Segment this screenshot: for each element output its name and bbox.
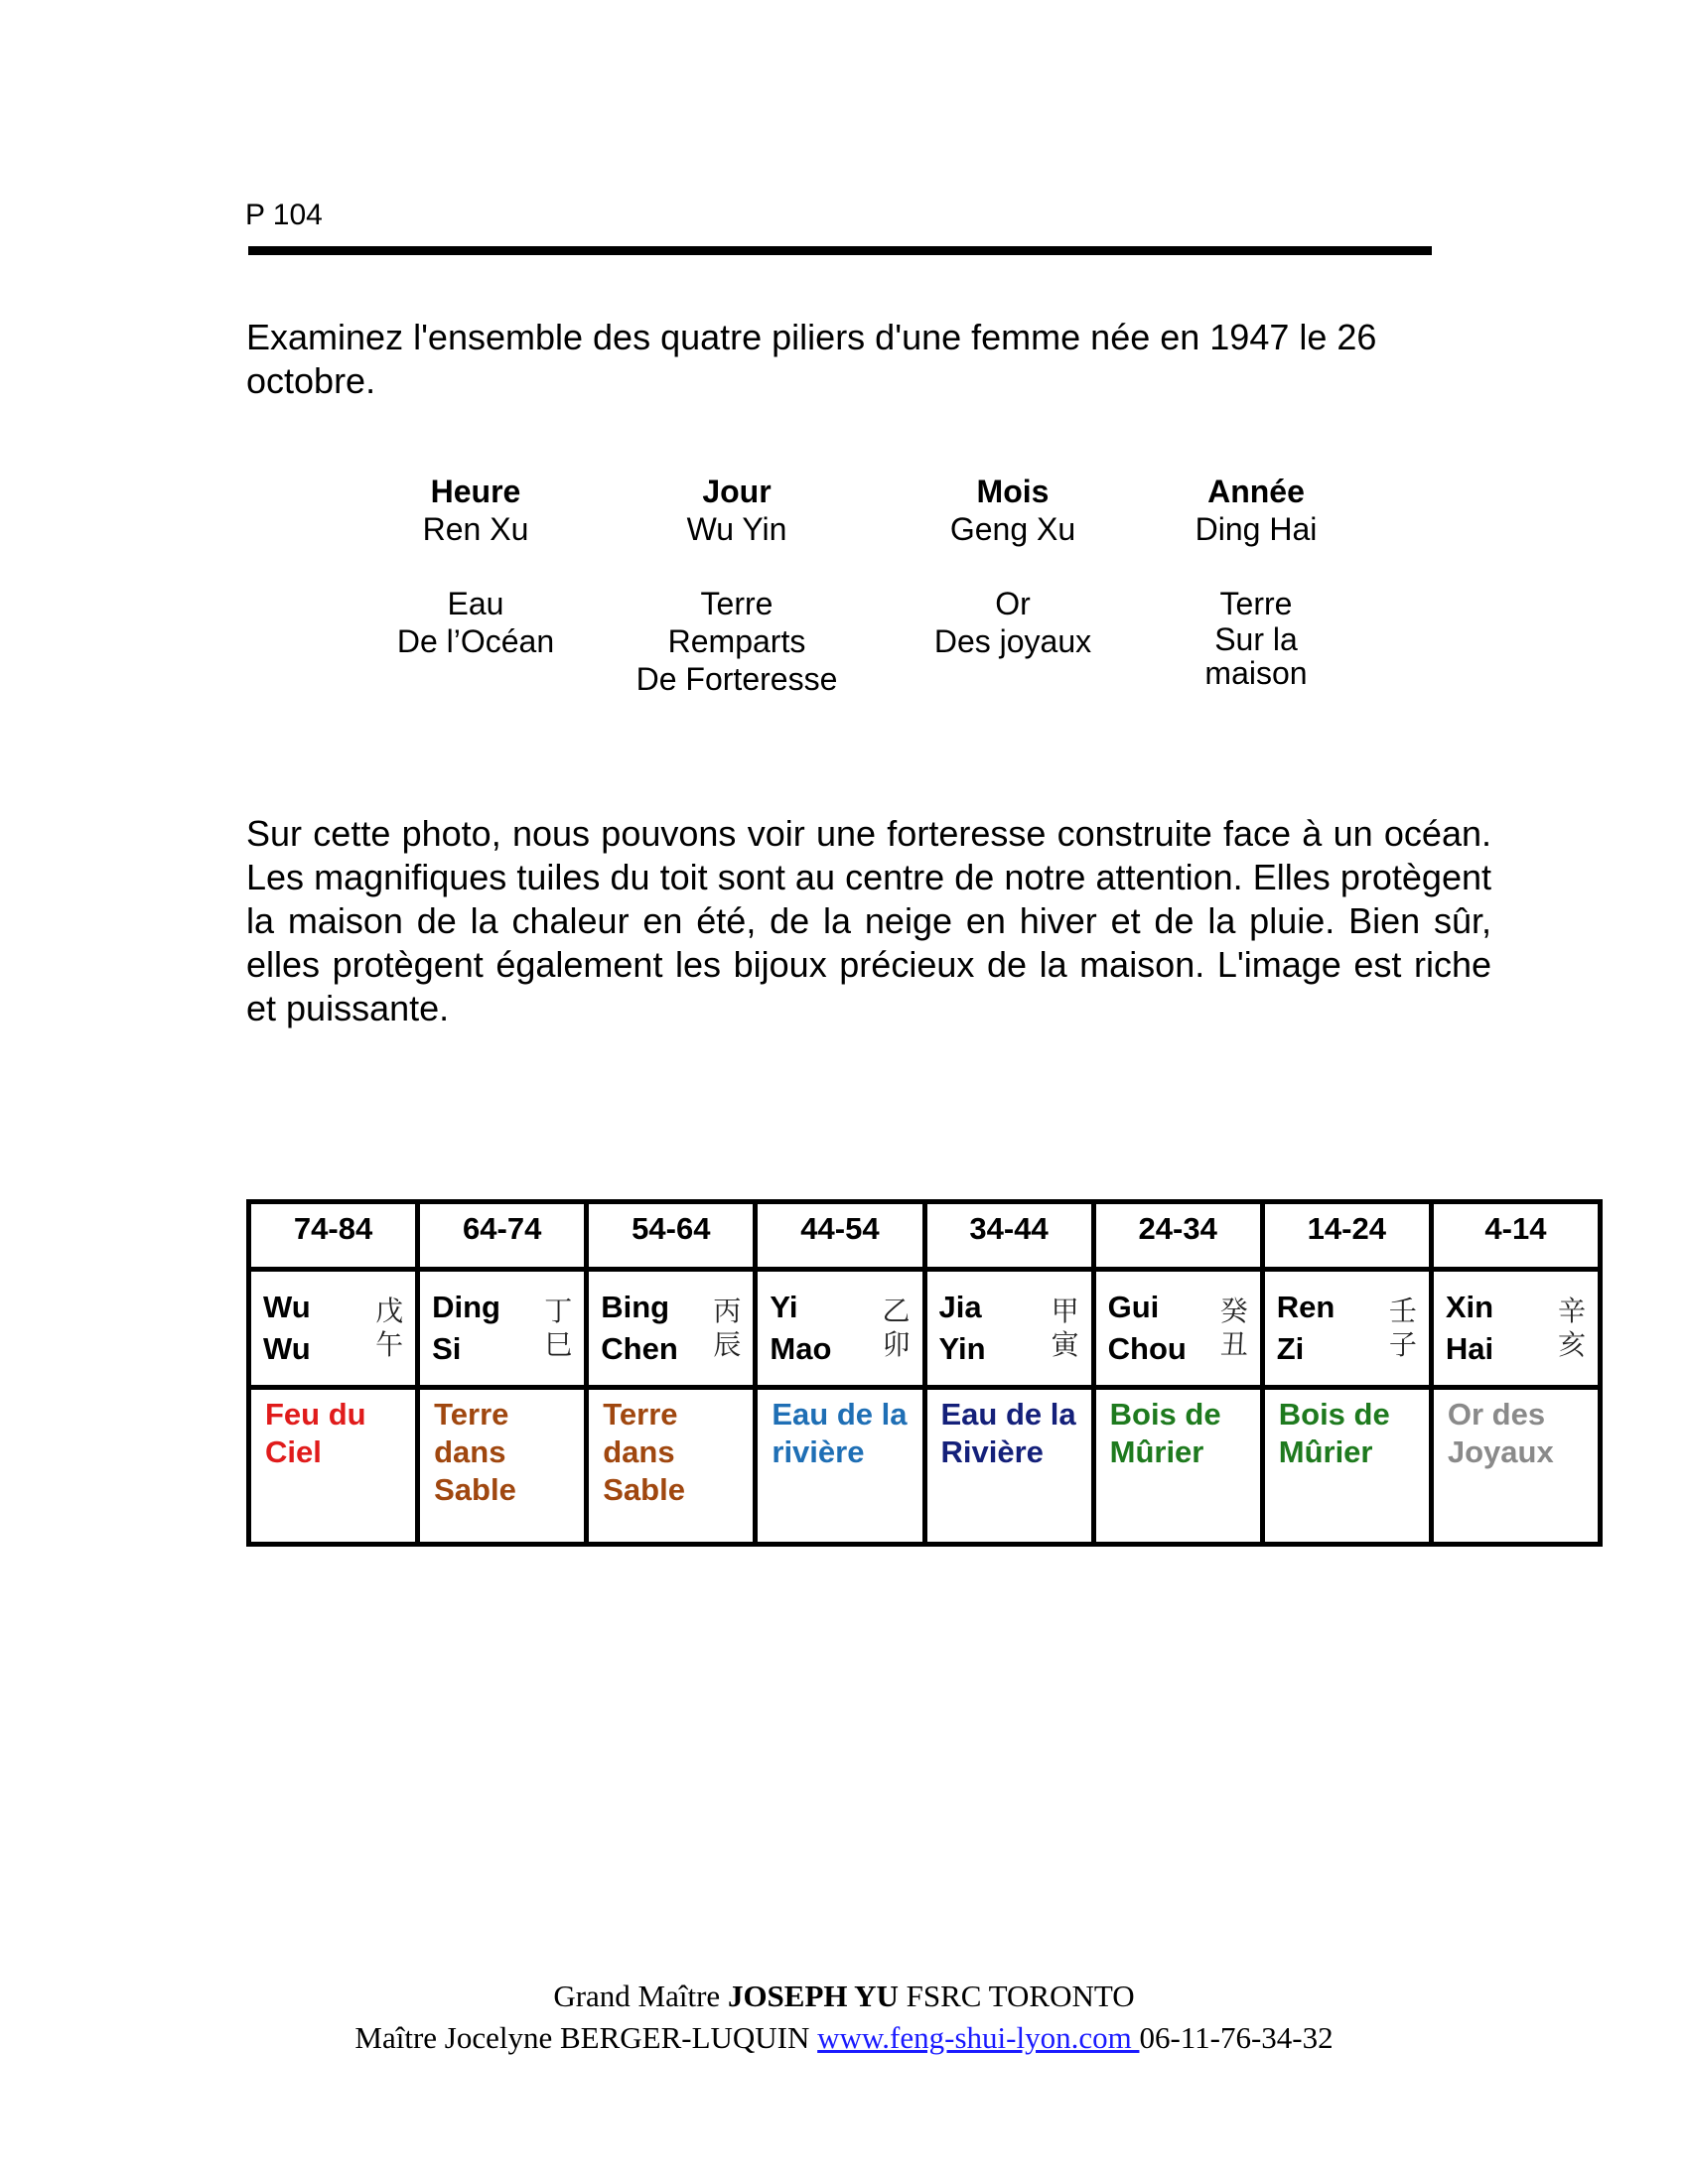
element-label: Terre dans Sable xyxy=(603,1397,685,1508)
luck-pillar-content xyxy=(251,1272,415,1385)
pillar-characters xyxy=(1052,1295,1079,1362)
element-cell xyxy=(1431,1388,1600,1545)
pillar-names xyxy=(601,1287,713,1370)
element-cell xyxy=(924,1388,1093,1545)
branch-name: Yin xyxy=(938,1331,986,1367)
pillar-names xyxy=(1446,1287,1558,1370)
element-cell xyxy=(1262,1388,1431,1545)
branch-character: 丑 xyxy=(1219,1328,1248,1362)
element-cell xyxy=(587,1388,756,1545)
stem-character: 壬 xyxy=(1388,1295,1417,1328)
stem-character: 甲 xyxy=(1051,1295,1079,1328)
pillar-element-line: Des joyaux xyxy=(933,623,1092,659)
footer-suffix: FSRC TORONTO xyxy=(898,1979,1135,2013)
pillar-value: Ren Xu xyxy=(422,511,529,547)
pillar-characters xyxy=(882,1295,910,1362)
pillar-element-line: Sur la xyxy=(1214,621,1298,657)
element-label: Bois de Mûrier xyxy=(1109,1397,1221,1470)
element-label: Eau de la rivière xyxy=(772,1397,908,1470)
branch-name: Hai xyxy=(1445,1331,1494,1367)
footer-author: Maître Jocelyne BERGER-LUQUIN xyxy=(354,2020,818,2055)
stem-character: 癸 xyxy=(1219,1295,1248,1328)
pillar-element: Terre xyxy=(1219,586,1293,621)
pillar-characters xyxy=(1558,1295,1586,1362)
luck-pillar-cell xyxy=(1431,1270,1600,1388)
description-paragraph: Sur cette photo, nous pouvons voir une forteresse construite face à un océan. Les magnifiques tuiles du toit sont au centre de notre attention. Elles protègent la maison de la chaleur en été, de la neige en hiver et de la pluie. Bien sûr, elles protègent également les bijoux précieux de la maison. L'image est riche et puissante. xyxy=(246,813,1491,1028)
stem-name: Ren xyxy=(1276,1290,1336,1325)
age-range-cell: 54-64 xyxy=(587,1202,756,1270)
element-label: Bois de Mûrier xyxy=(1278,1397,1390,1470)
luck-pillar-content xyxy=(927,1272,1091,1385)
age-range-cell: 24-34 xyxy=(1093,1202,1262,1270)
pillar-characters xyxy=(1220,1295,1248,1362)
pillar-element-line: Remparts xyxy=(667,623,806,659)
age-range-cell: 14-24 xyxy=(1262,1202,1431,1270)
stem-name: Jia xyxy=(938,1290,982,1325)
luck-pillar-cell xyxy=(924,1270,1093,1388)
stem-character: 丁 xyxy=(544,1295,573,1328)
luck-pillar-cell xyxy=(587,1270,756,1388)
pillar-names xyxy=(939,1287,1052,1370)
pillar-header: Heure xyxy=(430,474,521,509)
luck-pillar-content xyxy=(589,1272,753,1385)
stem-character: 辛 xyxy=(1557,1295,1586,1328)
branch-name: Zi xyxy=(1276,1331,1305,1367)
pillar-row xyxy=(249,1270,1601,1388)
age-range-cell: 74-84 xyxy=(249,1202,418,1270)
element-label: Eau de la Rivière xyxy=(940,1397,1076,1470)
stem-name: Ding xyxy=(432,1290,500,1325)
branch-name: Wu xyxy=(263,1331,311,1367)
pillar-value: Geng Xu xyxy=(949,511,1076,547)
pillar-element: Or xyxy=(995,586,1031,621)
age-range-cell: 34-44 xyxy=(924,1202,1093,1270)
stem-name: Gui xyxy=(1107,1290,1160,1325)
branch-name: Mao xyxy=(770,1331,832,1367)
pillar-element-line: maison xyxy=(1204,655,1308,691)
element-cell xyxy=(418,1388,587,1545)
branch-character: 寅 xyxy=(1051,1328,1079,1362)
element-cell xyxy=(249,1388,418,1545)
footer-line-2 xyxy=(0,2017,1688,2059)
pillar-characters xyxy=(713,1295,741,1362)
pillar-year xyxy=(1172,473,1340,690)
element-row xyxy=(249,1388,1601,1545)
pillar-month xyxy=(914,473,1112,660)
pillar-header: Année xyxy=(1207,474,1305,509)
branch-character: 亥 xyxy=(1557,1328,1586,1362)
element-cell xyxy=(1093,1388,1262,1545)
pillar-characters xyxy=(1389,1295,1417,1362)
pillar-names xyxy=(1277,1287,1389,1370)
luck-pillar-content xyxy=(1096,1272,1260,1385)
age-range-cell: 44-54 xyxy=(756,1202,924,1270)
pillar-characters xyxy=(544,1295,572,1362)
intro-text: Examinez l'ensemble des quatre piliers d'une femme née en 1947 le 26 octobre. xyxy=(246,317,1377,401)
footer-website-link[interactable]: www.feng-shui-lyon.com xyxy=(817,2020,1140,2055)
luck-pillar-cell xyxy=(249,1270,418,1388)
luck-pillar-content xyxy=(758,1272,921,1385)
pillar-hour xyxy=(381,473,570,660)
element-cell xyxy=(756,1388,924,1545)
luck-pillar-content xyxy=(1434,1272,1598,1385)
footer-master-name: JOSEPH YU xyxy=(727,1979,899,2013)
branch-character: 巳 xyxy=(544,1328,573,1362)
branch-character: 卯 xyxy=(882,1328,911,1362)
luck-pillar-content xyxy=(420,1272,584,1385)
pillar-day xyxy=(628,473,846,698)
luck-pillar-cell xyxy=(1262,1270,1431,1388)
pillar-value: Wu Yin xyxy=(686,511,787,547)
pillar-value: Ding Hai xyxy=(1195,511,1318,547)
footer-prefix: Grand Maître xyxy=(553,1979,728,2013)
luck-pillar-cell xyxy=(418,1270,587,1388)
branch-character: 子 xyxy=(1388,1328,1417,1362)
age-range-cell: 64-74 xyxy=(418,1202,587,1270)
pillar-names xyxy=(263,1287,375,1370)
branch-character: 午 xyxy=(375,1328,404,1362)
pillar-element-line: De l’Océan xyxy=(396,623,555,659)
element-label: Or des Joyaux xyxy=(1447,1397,1554,1470)
branch-name: Chen xyxy=(601,1331,678,1367)
stem-character: 乙 xyxy=(882,1295,911,1328)
element-label: Feu du Ciel xyxy=(265,1397,366,1470)
pillar-header: Mois xyxy=(976,474,1050,509)
pillar-names xyxy=(770,1287,882,1370)
header-rule xyxy=(248,246,1432,255)
stem-name: Wu xyxy=(263,1290,311,1325)
stem-name: Yi xyxy=(770,1290,798,1325)
luck-pillar-content xyxy=(1265,1272,1429,1385)
pillar-element: Eau xyxy=(447,586,504,621)
page-number: P 104 xyxy=(245,199,323,231)
pillar-characters xyxy=(375,1295,403,1362)
stem-name: Xin xyxy=(1445,1290,1494,1325)
branch-name: Chou xyxy=(1107,1331,1187,1367)
luck-pillar-cell xyxy=(756,1270,924,1388)
pillar-element: Terre xyxy=(700,586,774,621)
pillar-header: Jour xyxy=(702,474,772,509)
age-range-cell: 4-14 xyxy=(1431,1202,1600,1270)
stem-character: 丙 xyxy=(713,1295,742,1328)
pillar-element-line: De Forteresse xyxy=(635,661,838,697)
luck-pillar-cell xyxy=(1093,1270,1262,1388)
age-row xyxy=(249,1202,1601,1270)
footer-line-1 xyxy=(0,1976,1688,2017)
pillar-names xyxy=(1108,1287,1220,1370)
luck-pillars-table xyxy=(246,1199,1603,1547)
branch-name: Si xyxy=(432,1331,462,1367)
branch-character: 辰 xyxy=(713,1328,742,1362)
stem-character: 戊 xyxy=(375,1295,404,1328)
element-label: Terre dans Sable xyxy=(434,1397,516,1508)
footer-phone: 06-11-76-34-32 xyxy=(1139,2020,1334,2055)
stem-name: Bing xyxy=(601,1290,670,1325)
pillar-names xyxy=(432,1287,544,1370)
